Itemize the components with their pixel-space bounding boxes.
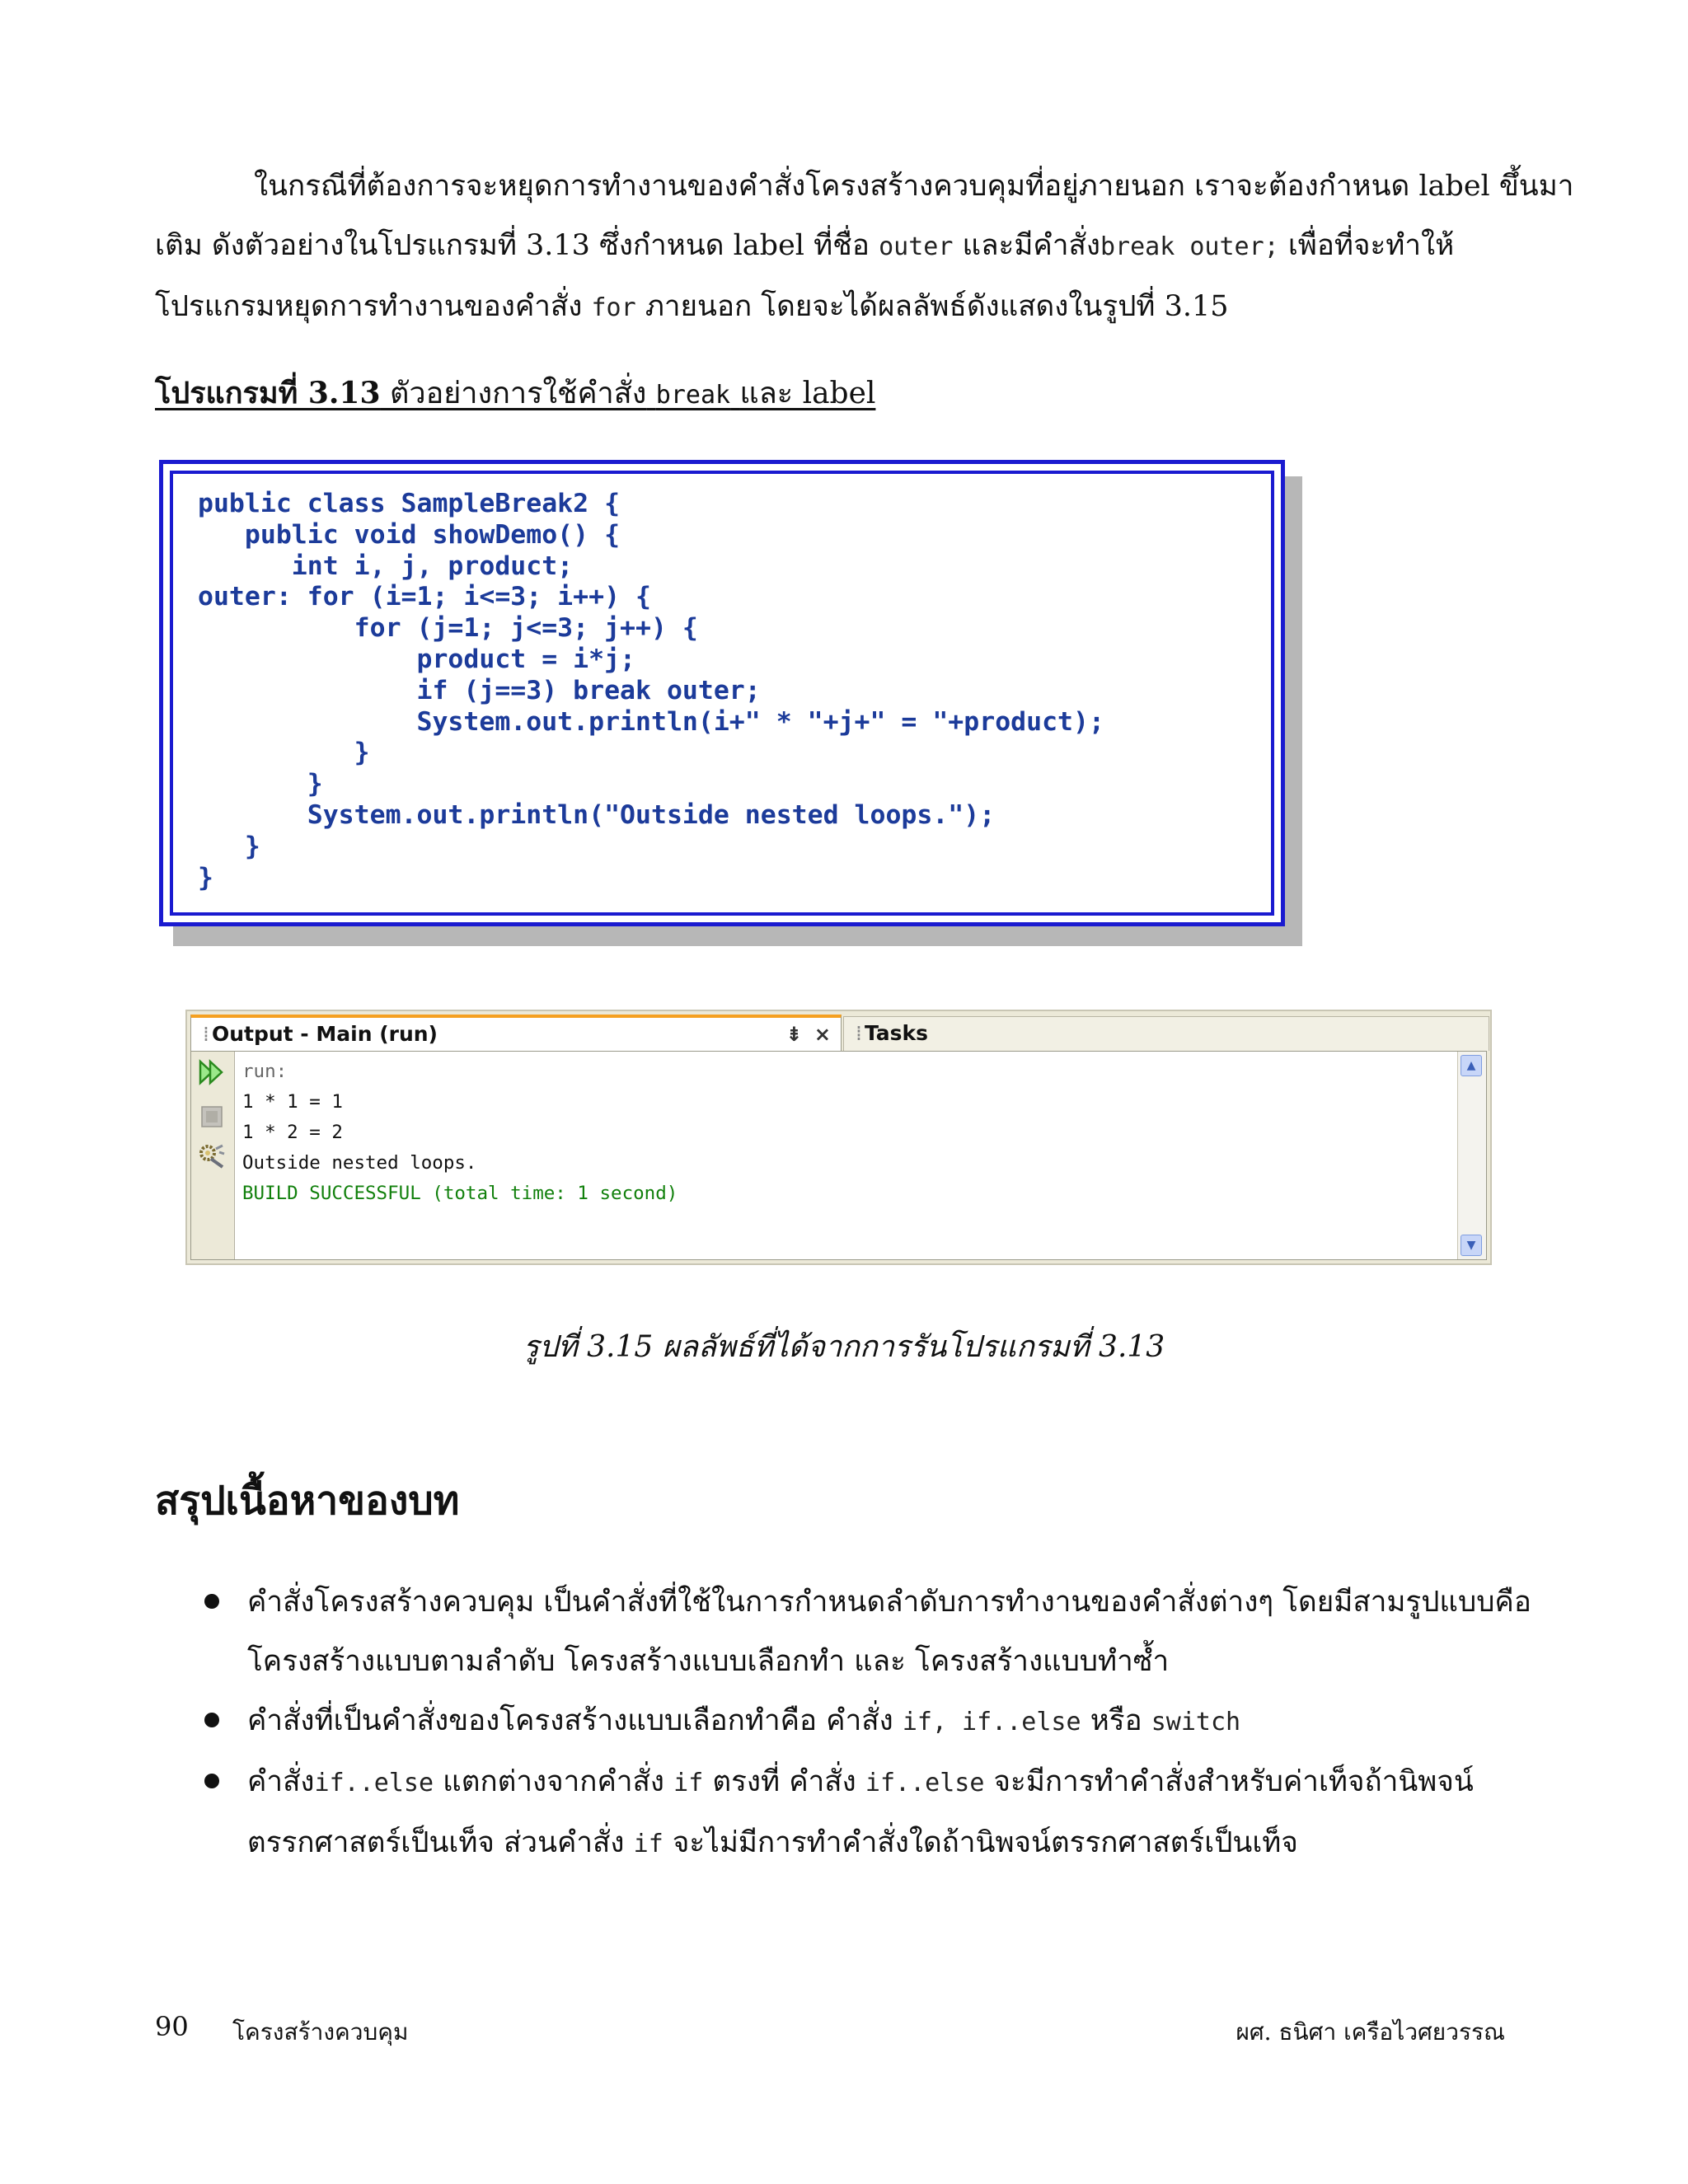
code-line: }	[198, 738, 370, 768]
inline-code: if	[633, 1830, 663, 1858]
settings-icon[interactable]	[198, 1142, 226, 1170]
close-icon[interactable]: ×	[814, 1023, 831, 1046]
bullet-text: โครงสร้างแบบตามลำดับ โครงสร้างแบบเลือกทำ และ โครงสร้างแบบทำซ้ำ	[247, 1645, 1170, 1678]
program-heading	[155, 369, 875, 416]
intro-text: ในกรณีที่ต้องการจะหยุดการทำงานของคำสั่งโครงสร้างควบคุมที่อยู่ภายนอก เราจะต้องกำหนด label ขึ้นมา	[254, 170, 1574, 203]
tab-controls	[785, 1018, 831, 1051]
bullet-text: คำสั่งโครงสร้างควบคุม เป็นคำสั่งที่ใช้ในการกำหนดลำดับการทำงานของคำสั่งต่างๆ โดยมีสามรูปแบบคือ	[247, 1586, 1531, 1619]
intro-line-1	[155, 157, 1574, 216]
code-line: product = i*j;	[198, 644, 636, 674]
inline-code: if, if..else	[902, 1708, 1081, 1736]
inline-code: for	[591, 293, 636, 322]
list-item	[247, 1572, 1533, 1691]
scroll-up-icon[interactable]: ▲	[1461, 1055, 1482, 1076]
inline-code: switch	[1151, 1708, 1241, 1736]
scroll-down-icon[interactable]: ▼	[1461, 1235, 1482, 1256]
program-heading-text: ตัวอย่างการใช้คำสั่ง	[390, 377, 647, 410]
list-item	[247, 1752, 1533, 1874]
output-panel	[190, 1051, 1487, 1260]
console-line: run:	[242, 1061, 288, 1082]
program-label: โปรแกรมที่ 3.13	[155, 376, 381, 410]
code-line: if (j==3) break outer;	[198, 675, 761, 705]
rerun-icon[interactable]	[198, 1058, 226, 1086]
figure-caption: รูปที่ 3.15 ผลลัพธ์ที่ได้จากการรันโปรแกรมที่ 3.13	[523, 1330, 1165, 1364]
code-line: }	[198, 862, 213, 893]
intro-text: ภายนอก โดยจะได้ผลลัพธ์ดังแสดงในรูปที่ 3.15	[645, 290, 1229, 323]
code-line: public void showDemo() {	[198, 519, 621, 550]
inline-code: break outer;	[1100, 232, 1279, 261]
bullet-text: จะมีการทำคำสั่งสำหรับค่าเท็จถ้านิพจน์	[993, 1765, 1474, 1798]
bullet-icon	[204, 1774, 219, 1788]
intro-text: เพื่อที่จะทำให้	[1287, 229, 1455, 262]
tab-output[interactable]	[190, 1015, 842, 1051]
bullet-icon	[204, 1594, 219, 1609]
intro-text: และมีคำสั่ง	[962, 229, 1100, 262]
code-line: outer: for (i=1; i<=3; i++) {	[198, 582, 651, 612]
tab-tasks[interactable]	[843, 1016, 1489, 1051]
code-line: int i, j, product;	[198, 551, 574, 581]
code-line: System.out.println("Outside nested loops.");	[198, 799, 996, 830]
intro-paragraph	[155, 157, 1574, 338]
summary-list	[247, 1572, 1533, 1874]
intro-text: เติม ดังตัวอย่างในโปรแกรมที่ 3.13 ซึ่งกำหนด label ที่ชื่อ	[155, 229, 870, 262]
vertical-scrollbar[interactable]	[1457, 1052, 1486, 1259]
code-line: }	[198, 831, 260, 861]
intro-line-2	[155, 216, 1523, 277]
code-listing-box	[159, 460, 1285, 926]
bullet-text: จะไม่มีการทำคำสั่งใดถ้านิพจน์ตรรกศาสตร์เป็นเท็จ	[672, 1826, 1298, 1859]
code-line: System.out.println(i+" * "+j+" = "+product);	[198, 706, 1104, 737]
inline-code: outer	[879, 232, 954, 261]
code-line: public class SampleBreak2 {	[198, 489, 621, 518]
tab-output-label: Output - Main (run)	[211, 1022, 438, 1046]
bullet-text: คำสั่ง	[247, 1765, 315, 1798]
minimize-icon[interactable]: ⇟	[785, 1023, 803, 1046]
code-listing-inner-border	[170, 471, 1274, 916]
bullet-text: แตกต่างจากคำสั่ง	[443, 1765, 664, 1798]
section-title: สรุปเนื้อหาของบท	[155, 1478, 460, 1524]
code-line: }	[198, 769, 323, 799]
program-heading-text: และ label	[739, 377, 876, 410]
list-item	[247, 1691, 1533, 1752]
bullet-text: ตรงที่ คำสั่ง	[712, 1765, 856, 1798]
bullet-icon	[204, 1713, 219, 1727]
page-number: 90	[155, 2011, 189, 2042]
bullet-text: คำสั่งที่เป็นคำสั่งของโครงสร้างแบบเลือกทำคือ คำสั่ง	[247, 1704, 893, 1737]
console-line: 1 * 2 = 2	[242, 1122, 343, 1143]
code-line: for (j=1; j<=3; j++) {	[198, 613, 698, 644]
tab-grip-icon: ⁞	[856, 1021, 862, 1045]
tab-tasks-label: Tasks	[864, 1021, 929, 1045]
console-line: Outside nested loops.	[242, 1152, 477, 1174]
inline-code: if	[673, 1769, 704, 1797]
inline-code: if..else	[865, 1769, 985, 1797]
console-line: 1 * 1 = 1	[242, 1091, 343, 1113]
output-toolbar	[191, 1052, 235, 1259]
output-console[interactable]	[242, 1057, 678, 1209]
author-name: ผศ. ธนิศา เครือไวศยวรรณ	[1236, 2018, 1505, 2046]
output-window	[185, 1010, 1492, 1265]
intro-text: โปรแกรมหยุดการทำงานของคำสั่ง	[155, 290, 583, 323]
bullet-text: ตรรกศาสตร์เป็นเท็จ ส่วนคำสั่ง	[247, 1826, 625, 1859]
intro-line-3	[155, 277, 1523, 338]
stop-icon[interactable]	[198, 1103, 226, 1131]
inline-code: if..else	[314, 1769, 434, 1797]
console-line: BUILD SUCCESSFUL (total time: 1 second)	[242, 1183, 678, 1204]
bullet-text: หรือ	[1090, 1704, 1142, 1737]
inline-code: break	[655, 381, 731, 410]
chapter-title: โครงสร้างควบคุม	[232, 2018, 409, 2046]
tab-grip-icon: ⁞	[203, 1022, 209, 1046]
code-listing	[198, 489, 1104, 893]
